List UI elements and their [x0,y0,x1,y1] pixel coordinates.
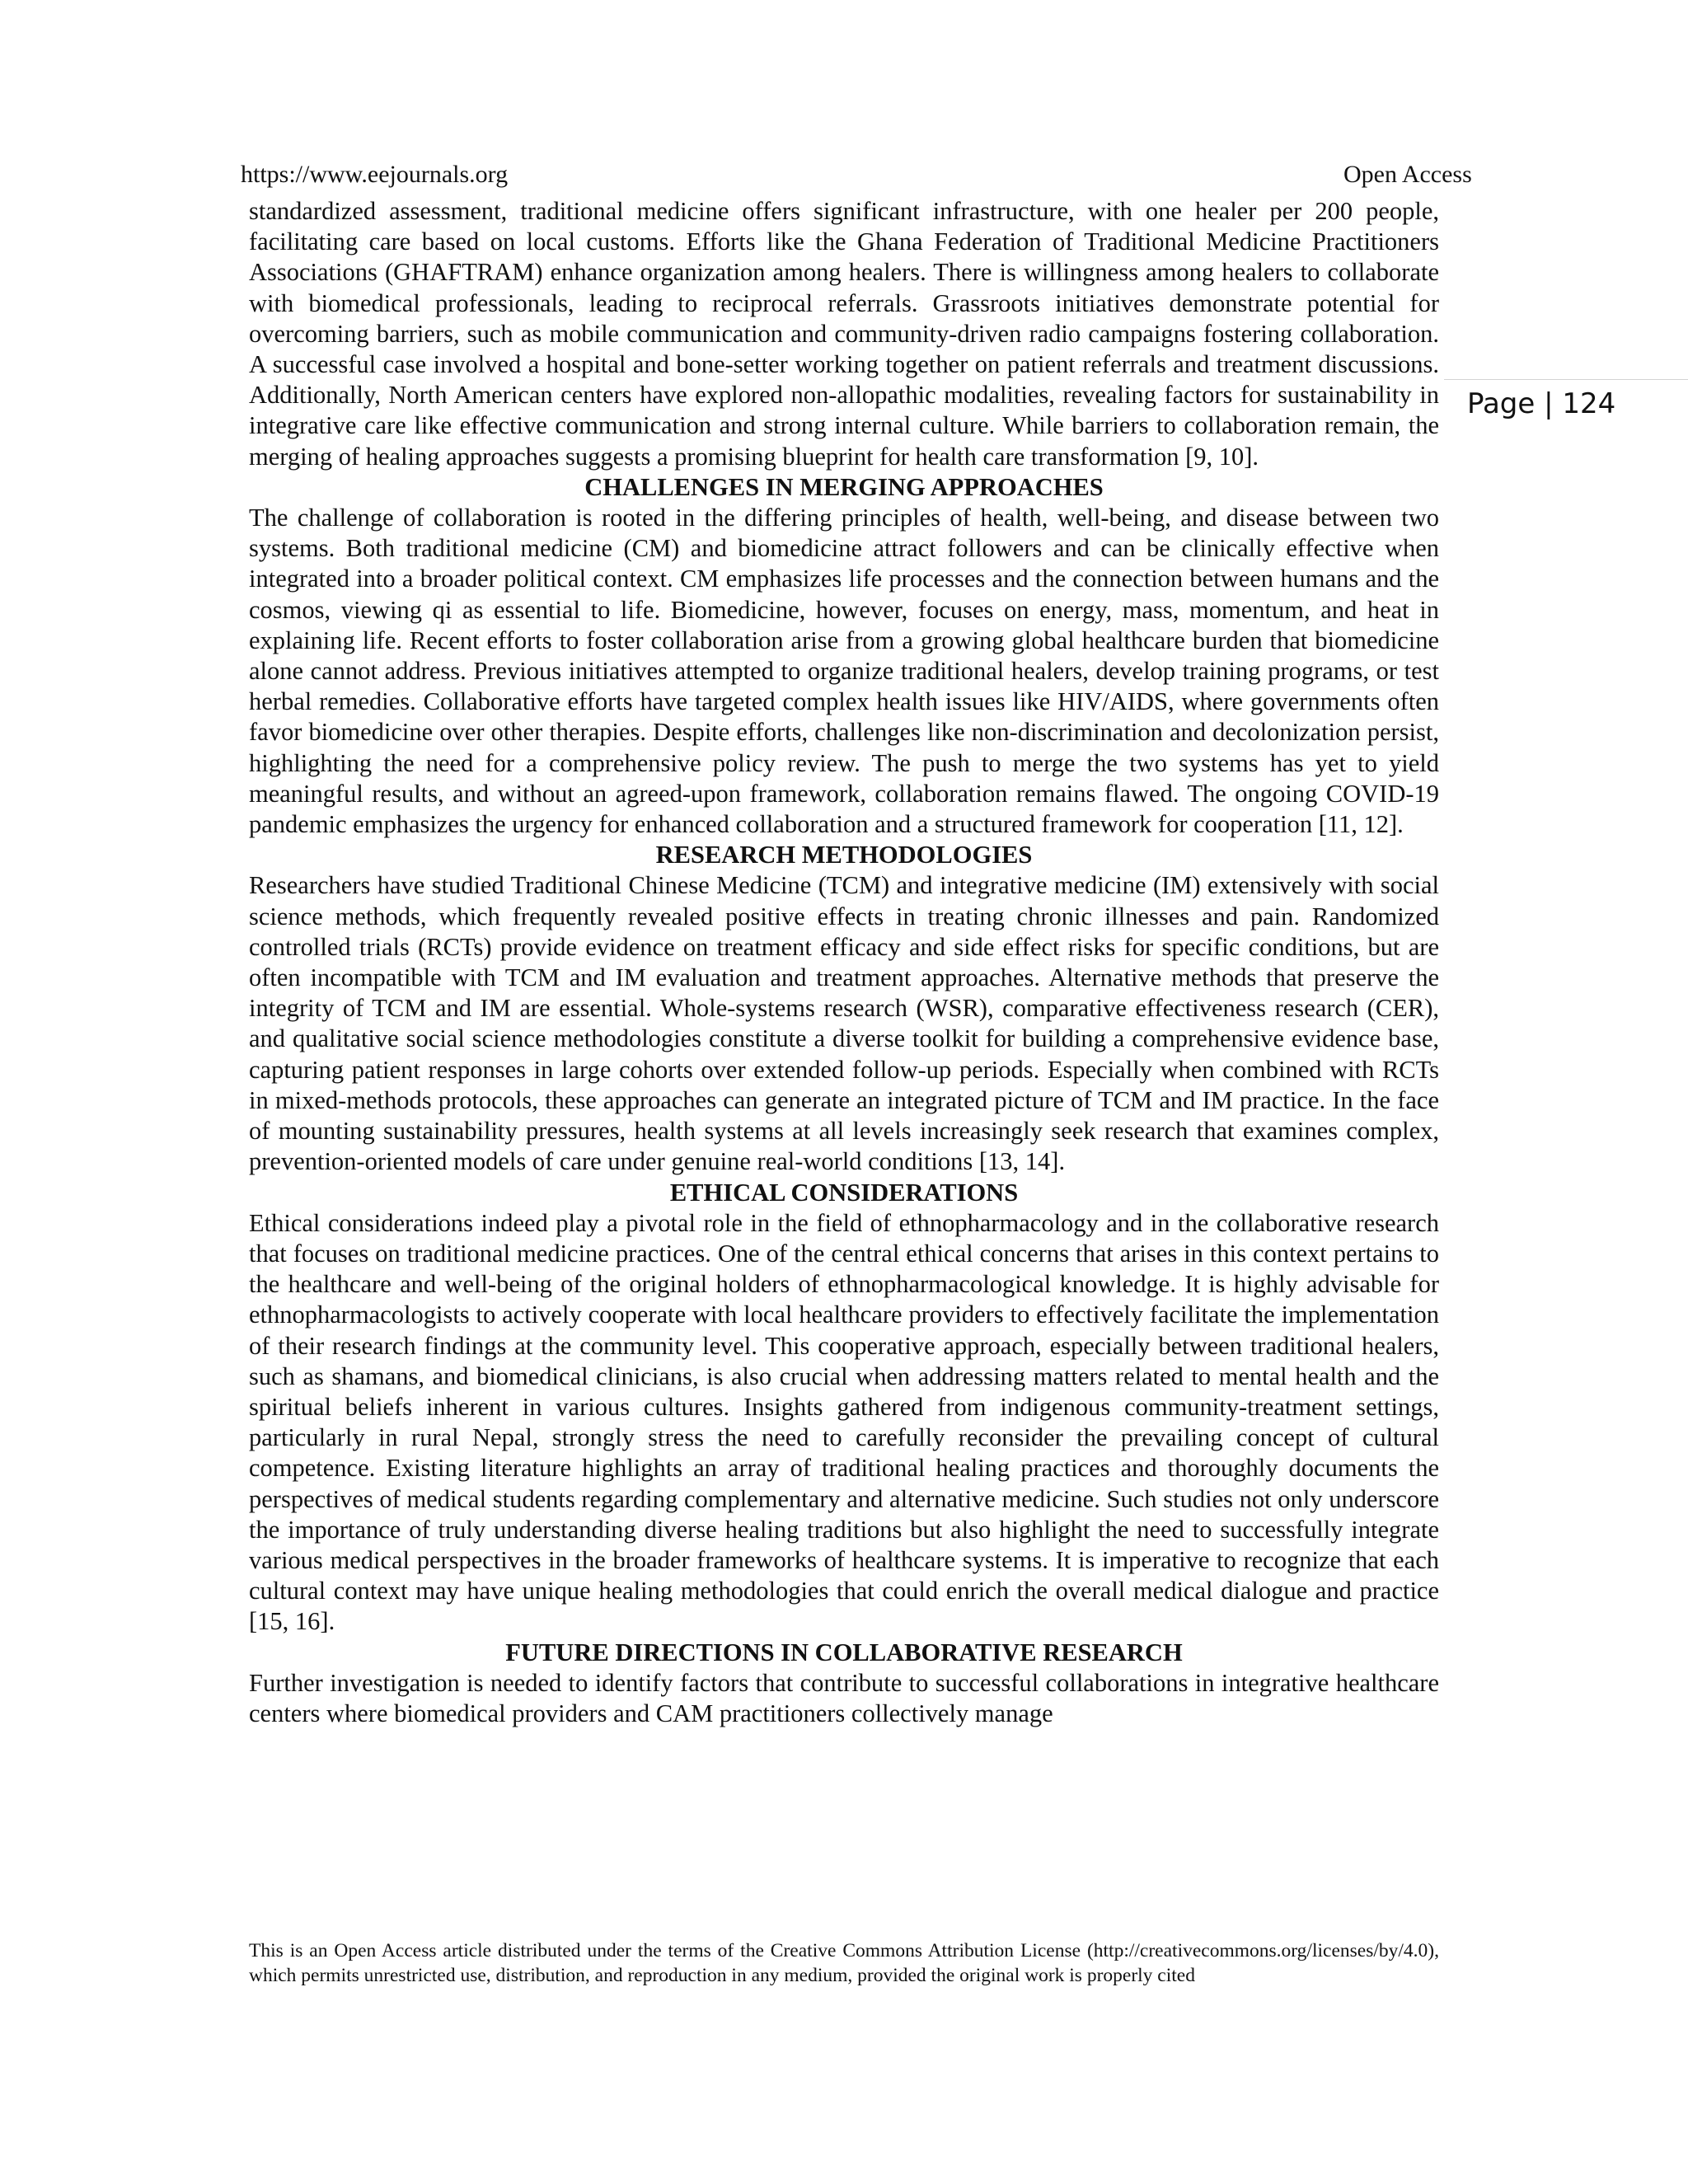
section-paragraph: Researchers have studied Traditional Chinese Medicine (TCM) and integrative medicine (IM) extensively with social science methods, which frequently revealed positive effects in treating chronic illnesses and pain. Randomized controlled trials (RCTs) provide evidence on treatment efficacy and side effect risks for specific conditions, but are often incompatible with TCM and IM evaluation and treatment approaches. Alternative methods that preserve the integrity of TCM and IM are essential. Whole-systems research (WSR), comparative effectiveness research (CER), and qualitative social science methodologies constitute a diverse toolkit for building a comprehensive evidence base, capturing patient responses in large cohorts over extended follow-up periods. Especially when combined with RCTs in mixed-methods protocols, these approaches can generate an integrated picture of TCM and IM practice. In the face of mounting sustainability pressures, health systems at all levels increasingly seek research that examines complex, prevention-oriented models of care under genuine real-world conditions [13, 14]. [249,871,1439,1176]
section-heading: CHALLENGES IN MERGING APPROACHES [584,472,1104,501]
section-paragraph: Further investigation is needed to identify factors that contribute to successful collaborations in integrative healthcare centers where biomedical providers and CAM practitioners collectively manage [249,1668,1439,1727]
page-number: Page | 124 [1467,387,1616,420]
section-heading: ETHICAL CONSIDERATIONS [669,1178,1019,1207]
section-paragraph: The challenge of collaboration is rooted in the differing principles of health, well-being, and disease between two systems. Both traditional medicine (CM) and biomedicine attract followers and can be clinically effective when integrated into a broader political context. CM emphasizes life processes and the connection between humans and the cosmos, viewing qi as essential to life. Biomedicine, however, focuses on energy, mass, momentum, and heat in explaining life. Recent efforts to foster collaboration arise from a growing global healthcare burden that biomedicine alone cannot address. Previous initiatives attempted to organize traditional healers, develop training programs, or test herbal remedies. Collaborative efforts have targeted complex health issues like HIV/AIDS, where governments often favor biomedicine over other therapies. Despite efforts, challenges like non-discrimination and decolonization persist, highlighting the need for a comprehensive policy review. The push to merge the two systems has yet to yield meaningful results, and without an agreed-upon framework, collaboration remains flawed. The ongoing COVID-19 pandemic emphasizes the urgency for enhanced collaboration and a structured framework for cooperation [11, 12]. [249,504,1439,839]
section-heading: RESEARCH METHODOLOGIES [655,841,1033,869]
license-footer [249,1938,1439,1988]
section-heading: FUTURE DIRECTIONS IN COLLABORATIVE RESEARCH [505,1638,1183,1666]
section-paragraph: standardized assessment, traditional medicine offers significant infrastructure, with one healer per 200 people, facilitating care based on local customs. Efforts like the Ghana Federation of Traditional Medicine Practitioners Associations (GHAFTRAM) enhance organization among healers. There is willingness among healers to collaborate with biomedical professionals, leading to reciprocal referrals. Grassroots initiatives demonstrate potential for overcoming barriers, such as mobile communication and community-driven radio campaigns fostering collaboration. A successful case involved a hospital and bone-setter working together on patient referrals and treatment discussions. Additionally, North American centers have explored non-allopathic modalities, revealing factors for sustainability in integrative care like effective communication and strong internal culture. While barriers to collaboration remain, the merging of healing approaches suggests a promising blueprint for health care transformation [9, 10]. [249,197,1439,471]
section-paragraph: Ethical considerations indeed play a pivotal role in the field of ethnopharmacology and in the collaborative research that focuses on traditional medicine practices. One of the central ethical concerns that arises in this context pertains to the healthcare and well-being of the original holders of ethnopharmacological knowledge. It is highly advisable for ethnopharmacologists to actively cooperate with local healthcare providers to effectively facilitate the implementation of their research findings at the community level. This cooperative approach, especially between traditional healers, such as shamans, and biomedical clinicians, is also crucial when addressing matters related to mental health and the spiritual beliefs inherent in various cultures. Insights gathered from indigenous community-treatment settings, particularly in rural Nepal, strongly stress the need to carefully reconsider the prevailing concept of cultural competence. Existing literature highlights an array of traditional healing practices and thoroughly documents the perspectives of medical students regarding complementary and alternative medicine. Such studies not only underscore the importance of truly understanding diverse healing traditions but also highlight the need to successfully integrate various medical perspectives in the broader frameworks of healthcare systems. It is imperative to recognize that each cultural context may have unique healing methodologies that could enrich the overall medical dialogue and practice [15, 16]. [249,1208,1439,1636]
page-number-rule [1444,379,1688,380]
journal-url: https://www.eejournals.org [241,161,509,188]
open-access-label: Open Access [1343,161,1472,188]
license-text: This is an Open Access article distributed under the terms of the Creative Commons Attribution License (http://creativecommons.org/licenses/by/4.0), which permits unrestricted use, distribution, and reproduction in any medium, provided the original work is properly cited [249,1940,1439,1986]
article-body [249,196,1439,1729]
